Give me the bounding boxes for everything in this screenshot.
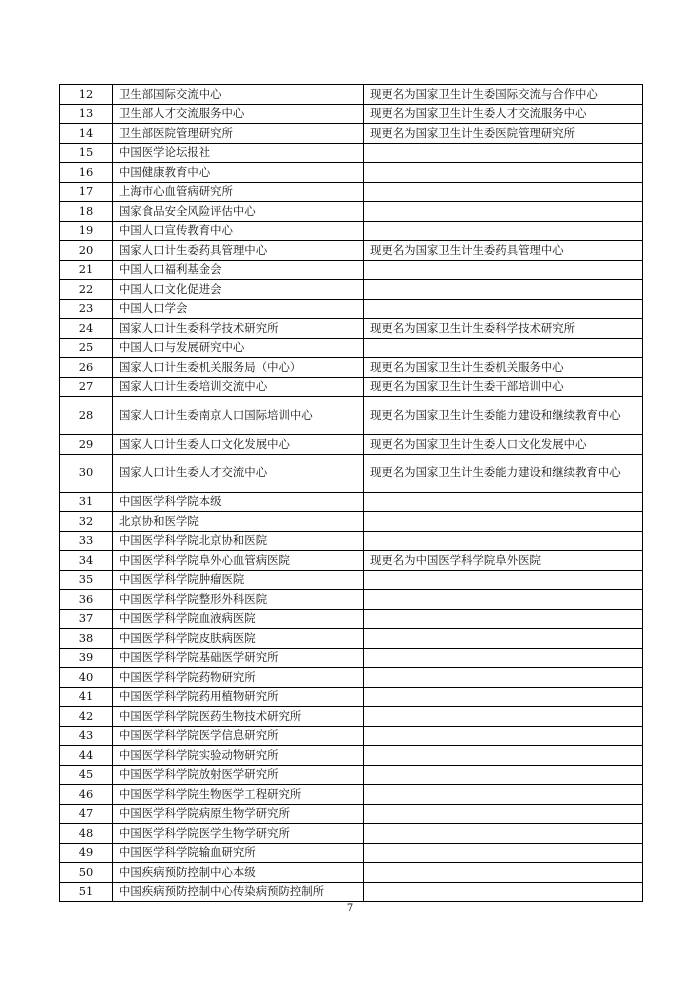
rename-note [364,629,643,649]
table-row [60,590,643,610]
rename-note [364,746,643,766]
institution-name: 国家食品安全风险评估中心 [113,202,364,222]
table-row [60,143,643,163]
institution-name: 国家人口计生委人口文化发展中心 [113,435,364,455]
rename-note [364,202,643,222]
table-row [60,668,643,688]
institution-name: 中国人口福利基金会 [113,260,364,280]
row-number: 23 [60,299,113,319]
row-number: 46 [60,785,113,805]
institution-name: 中国医学科学院输血研究所 [113,843,364,863]
rename-note [364,707,643,727]
rename-note [364,182,643,202]
institution-name: 中国医学论坛报社 [113,143,364,163]
row-number: 36 [60,590,113,610]
institution-name: 国家人口计生委培训交流中心 [113,377,364,397]
institution-name: 中国医学科学院北京协和医院 [113,531,364,551]
row-number: 18 [60,202,113,222]
institution-name: 中国医学科学院血液病医院 [113,609,364,629]
row-number: 44 [60,746,113,766]
row-number: 24 [60,319,113,339]
institution-name: 中国医学科学院实验动物研究所 [113,746,364,766]
row-number: 26 [60,358,113,378]
table-row [60,512,643,532]
row-number: 39 [60,648,113,668]
row-number: 14 [60,124,113,144]
row-number: 28 [60,397,113,435]
table-row [60,843,643,863]
institution-name: 国家人口计生委机关服务局（中心） [113,358,364,378]
rename-note [364,824,643,844]
table-row [60,454,643,492]
row-number: 48 [60,824,113,844]
rename-note [364,492,643,512]
row-number: 12 [60,85,113,105]
row-number: 31 [60,492,113,512]
table-row [60,338,643,358]
table-row [60,765,643,785]
rename-note [364,648,643,668]
row-number: 43 [60,726,113,746]
institution-name: 中国人口宣传教育中心 [113,221,364,241]
row-number: 33 [60,531,113,551]
rename-note [364,299,643,319]
rename-note [364,260,643,280]
rename-note [364,143,643,163]
institution-name: 中国疾病预防控制中心本级 [113,863,364,883]
institution-table [59,84,643,902]
table-row [60,202,643,222]
institution-name: 中国医学科学院医学生物学研究所 [113,824,364,844]
institution-name: 中国人口与发展研究中心 [113,338,364,358]
institution-name: 中国人口文化促进会 [113,280,364,300]
institution-name: 中国医学科学院生物医学工程研究所 [113,785,364,805]
table-row [60,492,643,512]
row-number: 30 [60,454,113,492]
page-number: 7 [346,903,354,914]
row-number: 42 [60,707,113,727]
rename-note [364,531,643,551]
row-number: 40 [60,668,113,688]
rename-note: 现更名为国家卫生计生委人口文化发展中心 [364,435,643,455]
row-number: 38 [60,629,113,649]
rename-note [364,668,643,688]
institution-name: 卫生部医院管理研究所 [113,124,364,144]
institution-name: 中国健康教育中心 [113,163,364,183]
row-number: 22 [60,280,113,300]
institution-name: 中国医学科学院整形外科医院 [113,590,364,610]
institution-name: 国家人口计生委药具管理中心 [113,241,364,261]
rename-note: 现更名为国家卫生计生委医院管理研究所 [364,124,643,144]
institution-name: 中国医学科学院放射医学研究所 [113,765,364,785]
table-row [60,746,643,766]
rename-note [364,512,643,532]
table-row [60,221,643,241]
table-row [60,707,643,727]
institution-name: 国家人口计生委科学技术研究所 [113,319,364,339]
row-number: 45 [60,765,113,785]
rename-note: 现更名为国家卫生计生委能力建设和继续教育中心 [364,397,643,435]
table-row [60,804,643,824]
institution-name: 中国医学科学院基础医学研究所 [113,648,364,668]
institution-name: 中国人口学会 [113,299,364,319]
row-number: 17 [60,182,113,202]
table-row [60,687,643,707]
row-number: 32 [60,512,113,532]
rename-note: 现更名为国家卫生计生委科学技术研究所 [364,319,643,339]
institution-name: 国家人口计生委南京人口国际培训中心 [113,397,364,435]
table-row [60,551,643,571]
table-row [60,260,643,280]
rename-note [364,863,643,883]
rename-note [364,570,643,590]
row-number: 13 [60,104,113,124]
table-row [60,570,643,590]
row-number: 50 [60,863,113,883]
table-row [60,182,643,202]
row-number: 19 [60,221,113,241]
table-row [60,299,643,319]
row-number: 16 [60,163,113,183]
row-number: 37 [60,609,113,629]
rename-note [364,338,643,358]
table-row [60,629,643,649]
table-row [60,104,643,124]
rename-note [364,163,643,183]
row-number: 49 [60,843,113,863]
table-row [60,319,643,339]
rename-note: 现更名为国家卫生计生委能力建设和继续教育中心 [364,454,643,492]
rename-note [364,280,643,300]
institution-name: 中国医学科学院本级 [113,492,364,512]
table-row [60,609,643,629]
rename-note [364,843,643,863]
rename-note [364,785,643,805]
rename-note [364,221,643,241]
table-row [60,124,643,144]
row-number: 51 [60,882,113,902]
row-number: 27 [60,377,113,397]
table-row [60,163,643,183]
institution-name: 中国医学科学院药用植物研究所 [113,687,364,707]
rename-note: 现更名为国家卫生计生委药具管理中心 [364,241,643,261]
institution-name: 卫生部国际交流中心 [113,85,364,105]
table-row [60,280,643,300]
table-row [60,397,643,435]
row-number: 41 [60,687,113,707]
rename-note [364,765,643,785]
row-number: 34 [60,551,113,571]
institution-name: 北京协和医学院 [113,512,364,532]
table-row [60,785,643,805]
institution-name: 中国医学科学院医学信息研究所 [113,726,364,746]
institution-name: 中国医学科学院病原生物学研究所 [113,804,364,824]
table-row [60,648,643,668]
row-number: 25 [60,338,113,358]
table-row [60,824,643,844]
table-row [60,377,643,397]
row-number: 47 [60,804,113,824]
rename-note [364,882,643,902]
table-row [60,358,643,378]
institution-name: 中国医学科学院皮肤病医院 [113,629,364,649]
rename-note: 现更名为国家卫生计生委人才交流服务中心 [364,104,643,124]
institution-name: 中国医学科学院肿瘤医院 [113,570,364,590]
institution-name: 上海市心血管病研究所 [113,182,364,202]
table-row [60,241,643,261]
institution-name: 中国医学科学院药物研究所 [113,668,364,688]
institution-name: 中国疾病预防控制中心传染病预防控制所 [113,882,364,902]
rename-note [364,687,643,707]
row-number: 15 [60,143,113,163]
table-row [60,531,643,551]
rename-note: 现更名为中国医学科学院阜外医院 [364,551,643,571]
table-row [60,882,643,902]
table-row [60,726,643,746]
table-row [60,85,643,105]
table-row [60,435,643,455]
row-number: 35 [60,570,113,590]
rename-note [364,609,643,629]
rename-note [364,804,643,824]
rename-note [364,590,643,610]
row-number: 29 [60,435,113,455]
row-number: 20 [60,241,113,261]
rename-note: 现更名为国家卫生计生委干部培训中心 [364,377,643,397]
table-row [60,863,643,883]
institution-name: 中国医学科学院医药生物技术研究所 [113,707,364,727]
rename-note: 现更名为国家卫生计生委机关服务中心 [364,358,643,378]
rename-note [364,726,643,746]
rename-note: 现更名为国家卫生计生委国际交流与合作中心 [364,85,643,105]
row-number: 21 [60,260,113,280]
institution-name: 中国医学科学院阜外心血管病医院 [113,551,364,571]
table-body [60,85,643,902]
institution-name: 卫生部人才交流服务中心 [113,104,364,124]
institution-name: 国家人口计生委人才交流中心 [113,454,364,492]
